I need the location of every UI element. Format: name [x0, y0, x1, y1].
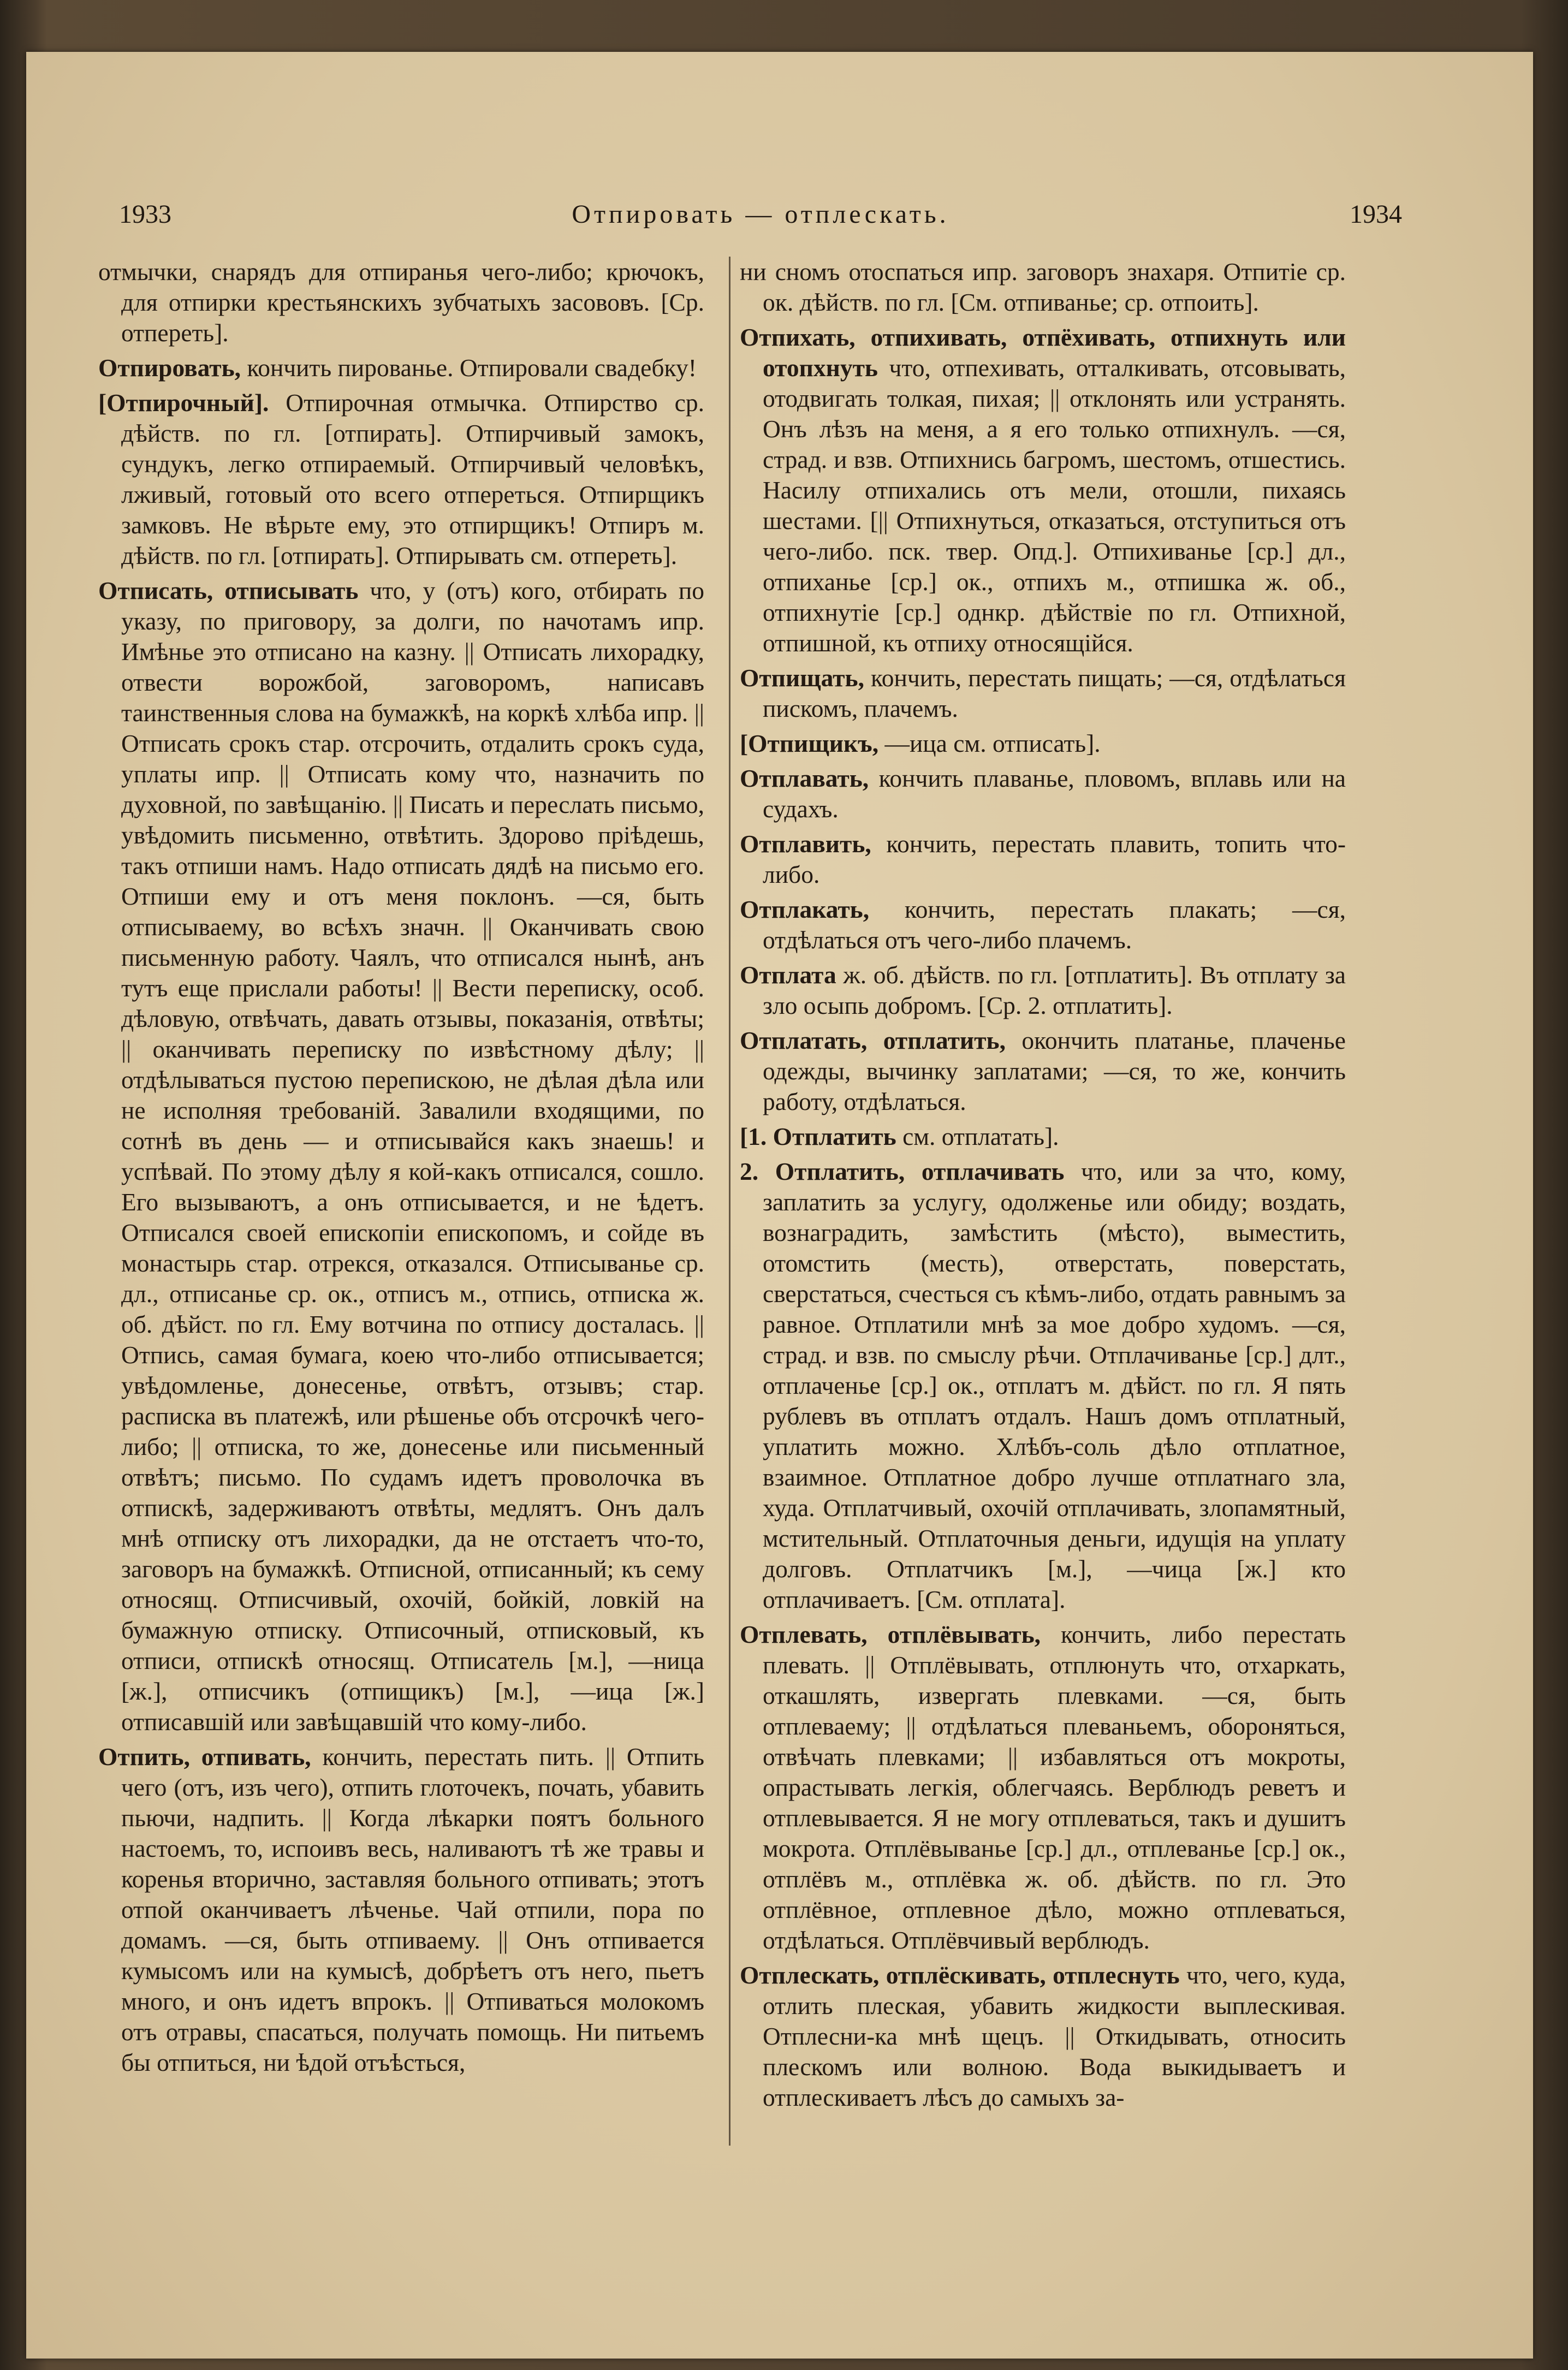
- dictionary-entry: [98, 1742, 704, 2078]
- entry-text: кончить, либо перестать плевать. || Отплёвывать, отплюнуть что, отхаркать, откашлять, извергать плевками. —ся, быть отплеваему; || отдѣлаться плеваньемъ, обороняться, отвѣчать плевками; || избавляться отъ мокроты, опрастывать легкія, облегчаясь. Верблюдъ реветъ и отплевывается. Я не могу отплеваться, такъ и душитъ мокрота. Отплёвыванье [ср.] дл., отплеванье [ср.] ок., отплёвъ м., отплёвка ж. об. дѣйств. по гл. Это отплёвное, отплевное дѣло, можно отплеваться, отдѣлаться. Отплёвчивый верблюдъ.: [763, 1620, 1346, 1954]
- right-column: [740, 257, 1346, 2178]
- entry-headword: Отпировать,: [98, 354, 241, 382]
- dictionary-entry: [740, 763, 1346, 824]
- entry-text: что, отпехивать, отталкивать, отсовывать, отодвигать толкая, пихая; || отклонять или устранять. Онъ лѣзъ на меня, а я его только отпихнулъ. —ся, страд. и взв. Отпихнись багромъ, шестомъ, отшестись. Насилу отпихались отъ мели, отошли, пихаясь шестами. [|| Отпихнуться, отказаться, отступиться отъ чего-либо. пск. твер. Опд.]. Отпихиванье [ср.] дл., отпиханье [ср.] ок., отпихъ м., отпишка ж. об., отпихнутіе [ср.] однкр. дѣйствіе по гл. Отпихной, отпишной, къ отпиху относящійся.: [763, 354, 1346, 657]
- entry-text: —ица см. отписать].: [884, 729, 1101, 757]
- entry-headword: [Отпищикъ,: [740, 729, 879, 757]
- dictionary-entry: [740, 1025, 1346, 1117]
- left-column: [98, 257, 704, 2178]
- entry-text: что, у (отъ) кого, отбирать по указу, по приговору, за долги, по начотамъ ипр. Имѣнье это отписано на казну. || Отписать лихорадку, отвести ворожбой, заговоромъ, написавъ таинственныя слова на бумажкѣ, на коркѣ хлѣба ипр. || Отписать срокъ стар. отсрочить, отдалить срокъ суда, уплаты ипр. || Отписать кому что, назначить по духовной, по завѣщанію. || Писать и переслать письмо, увѣдомить письменно, отвѣтить. Здорово пріѣдешь, такъ отпиши намъ. Надо отписать дядѣ на письмо его. Отпиши ему и отъ меня поклонъ. —ся, быть отписываему, во всѣхъ значн. || Оканчивать свою письменную работу. Чаялъ, что отписался нынѣ, анъ тутъ еще прислали работы! || Вести переписку, особ. дѣловую, отвѣчать, давать отзывы, показанія, отвѣты; || оканчивать переписку по извѣстному дѣлу; || отдѣлываться пустою перепискою, не дѣлая дѣла или не исполняя требованій. Завалили входящими, по сотнѣ въ день — и отписывайся какъ знаешь! и успѣвай. По этому дѣлу я кой-какъ отписался, сошло. Его вызываютъ, а онъ отписывается, и не ѣдетъ. Отписался своей епископіи епископомъ, и сойде въ монастырь стар. отрекся, отказался. Отписыванье ср. дл., отписанье ср. ок., отписъ м., отпись, отписка ж. об. дѣйст. по гл. Ему вотчина по отпису досталась. || Отпись, самая бумага, коею что-либо отписывается; увѣдомленье, донесенье, отвѣтъ, отзывъ; стар. расписка въ платежѣ, или рѣшенье объ отсрочкѣ чего-либо; || отписка, то же, донесенье или письменный отвѣтъ; письмо. По судамъ идетъ проволочка въ отпискѣ, задерживаютъ отвѣты, медлятъ. Онъ далъ мнѣ отписку отъ лихорадки, да не отстаетъ что-то, заговоръ на бумажкѣ. Отписной, отписанный; къ сему относящ. Отписчивый, охочій, бойкій, ловкій на бумажную отписку. Отписочный, отписковый, къ отписи, отпискѣ относящ. Отписатель [м.], —ница [ж.], отписчикъ (отпищикъ) [м.], —ица [ж.] отписавшій или завѣщавшій что кому-либо.: [121, 577, 704, 1736]
- dictionary-entry: [740, 1156, 1346, 1615]
- entry-text: что, или за что, кому, заплатить за услугу, одолженье или обиду; воздать, вознаградить, замѣстить (мѣсто), выместить, отомстить (месть), отверстать, поверстать, сверстаться, счесться съ кѣмъ-либо, отдать равнымъ за равное. Отплатили мнѣ за мое добро худомъ. —ся, страд. и взв. по смыслу рѣчи. Отплачиванье [ср.] длт., отплаченье [ср.] ок., отплатъ м. дѣйст. по гл. Я пять рублевъ въ отплатъ отдалъ. Нашъ домъ отплатный, уплатить можно. Хлѣбъ-соль дѣло отплатное, взаимное. Отплатное добро лучше отплатнаго зла, худа. Отплатчивый, охочій отплачивать, злопамятный, мстительный. Отплаточныя деньги, идущія на уплату долговъ. Отплатчикъ [м.], —чица [ж.] кто отплачиваетъ. [См. отплата].: [763, 1157, 1346, 1613]
- entry-text: кончить, перестать плакать; —ся, отдѣлаться отъ чего-либо плачемъ.: [763, 895, 1346, 954]
- page-number-left: 1933: [119, 200, 171, 229]
- dictionary-entry: [740, 960, 1346, 1021]
- entry-text: ж. об. дѣйств. по гл. [отплатить]. Въ отплату за зло осыпь добромъ. [Ср. 2. отплатить].: [763, 961, 1346, 1019]
- column-divider: [729, 257, 730, 2146]
- entry-headword: [Отпирочный].: [98, 389, 269, 417]
- entry-text: кончить, перестать плавить, топить что-либо.: [763, 830, 1346, 888]
- entry-text: окончить платанье, плаченье одежды, вычинку заплатами; —ся, то же, кончить работу, отдѣлаться.: [763, 1026, 1346, 1115]
- entry-text: кончить плаванье, пловомъ, вплавь или на судахъ.: [763, 764, 1346, 823]
- entry-text: кончить пированье. Отпировали свадебку!: [247, 354, 697, 382]
- entry-headword: Отплавить,: [740, 830, 871, 858]
- entry-headword: [1. Отплатить: [740, 1122, 896, 1150]
- entry-text: ни сномъ отоспаться ипр. заговоръ знахаря. Отпитіе ср. ок. дѣйств. по гл. [См. отпиванье; ср. отпоить].: [740, 258, 1346, 316]
- entry-headword: Отписать, отписывать: [98, 577, 359, 604]
- entry-headword: Отпищать,: [740, 664, 864, 692]
- page-header: [119, 199, 1402, 254]
- dictionary-entry: [98, 388, 704, 571]
- entry-text: что, чего, куда, отлить плеская, убавить жидкости выплескивая. Отплесни-ка мнѣ щецъ. || Откидывать, относить плескомъ или волною. Вода выкидываетъ и отплескиваетъ лѣсъ до самыхъ за-: [763, 1961, 1346, 2111]
- dictionary-entry: [98, 257, 704, 348]
- dictionary-entry: [98, 353, 704, 383]
- dictionary-entry: [740, 829, 1346, 890]
- dictionary-entry: [740, 322, 1346, 658]
- dictionary-entry: [740, 1960, 1346, 2113]
- entry-text: отмычки, снарядъ для отпиранья чего-либо; крючокъ, для отпирки крестьянскихъ зубчатыхъ засововъ. [Ср. отпереть].: [98, 258, 704, 347]
- running-title: Отпировать — отплескать.: [572, 200, 949, 229]
- dictionary-entry: [740, 663, 1346, 724]
- entry-headword: Отплата: [740, 961, 836, 989]
- entry-headword: Отплавать,: [740, 764, 869, 792]
- entry-headword: 2. Отплатить, отплачивать: [740, 1157, 1065, 1185]
- entry-text: см. отплатать].: [902, 1122, 1059, 1150]
- dictionary-entry: [98, 575, 704, 1737]
- entry-headword: Отплескать, отплёскивать, отплеснуть: [740, 1961, 1180, 1989]
- entry-text: кончить, перестать пищать; —ся, отдѣлаться пискомъ, плачемъ.: [763, 664, 1346, 722]
- entry-headword: Отплевать, отплёвывать,: [740, 1620, 1041, 1648]
- page-number-right: 1934: [1350, 200, 1402, 229]
- entry-headword: Отплакать,: [740, 895, 870, 923]
- entry-text: кончить, перестать пить. || Отпить чего (отъ, изъ чего), отпить глоточекъ, почать, убавить пьючи, надпить. || Когда лѣкарки поятъ больного настоемъ, то, испоивъ весь, наливаютъ тѣ же травы и коренья вторично, заставляя больного отпивать; этотъ отпой оканчиваетъ лѣченье. Чай отпили, пора по домамъ. —ся, быть отпиваему. || Онъ отпивается кумысомъ или на кумысѣ, добрѣетъ отъ него, пьетъ много, и онъ идетъ впрокъ. || Отпиваться молокомъ отъ отравы, спасаться, получать помощь. Ни питьемъ бы отпиться, ни ѣдой отъѣсться,: [121, 1743, 704, 2076]
- dictionary-entry: [740, 257, 1346, 318]
- dictionary-entry: [740, 1619, 1346, 1956]
- entry-headword: Отпить, отпивать,: [98, 1743, 311, 1771]
- entry-text: Отпирочная отмычка. Отпирство ср. дѣйств. по гл. [отпирать]. Отпирчивый замокъ, сундукъ, легко отпираемый. Отпирчивый человѣкъ, лживый, готовый ото всего отпереться. Отпирщикъ замковъ. Не вѣрьте ему, это отпирщикъ! Отпиръ м. дѣйств. по гл. [отпирать]. Отпирывать см. отпереть].: [121, 389, 704, 569]
- dictionary-entry: [740, 894, 1346, 955]
- dictionary-entry: [740, 728, 1346, 759]
- entry-headword: Отпихать, отпихивать, отпёхивать, отпихнуть или отопхнуть: [740, 323, 1346, 382]
- entry-headword: Отплатать, отплатить,: [740, 1026, 1006, 1054]
- dictionary-entry: [740, 1121, 1346, 1152]
